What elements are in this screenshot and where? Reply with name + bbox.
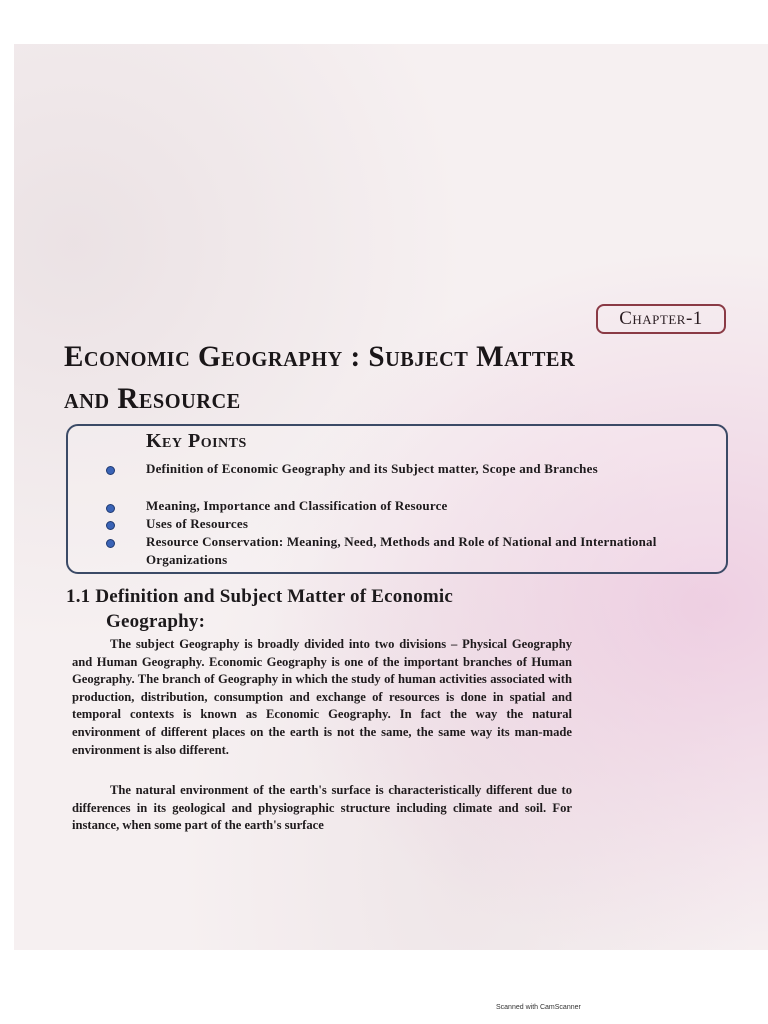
key-points-heading: Key Points xyxy=(146,430,247,452)
scanner-watermark: Scanned with CamScanner xyxy=(496,1004,581,1011)
key-point-item: Meaning, Importance and Classification of Resource xyxy=(146,498,448,513)
chapter-title-line-2: and Resource xyxy=(64,382,241,415)
body-paragraph xyxy=(72,782,572,835)
paragraph-text: The subject Geography is broadly divided into two divisions – Physical Geography and Human Geography. Economic Geography is one of the important branches of Human Geography. The branch of Geography in which the study of human activities associated with production, distribution, consumption and exchange of resources is done in spatial and temporal contexts is known as Economic Geography. In fact the way the natural environment of different places on the earth is not the same, the same way its man-made environment is also different. xyxy=(72,637,572,757)
bullet-icon xyxy=(106,521,115,530)
section-heading xyxy=(66,584,586,634)
key-point-item: Definition of Economic Geography and its Subject matter, Scope and Branches xyxy=(146,461,598,476)
bullet-icon xyxy=(106,466,115,475)
bullet-icon xyxy=(106,539,115,548)
section-number: 1.1 xyxy=(66,586,91,607)
chapter-title-line-1: Economic Geography : Subject Matter xyxy=(64,340,576,373)
bullet-icon xyxy=(106,504,115,513)
paragraph-text: The natural environment of the earth's surface is characteristically different due to differences in its geological and physiographic structure including climate and soil. For instance, when some part of the earth's surface xyxy=(72,783,572,833)
chapter-label: Chapter-1 xyxy=(596,304,726,334)
section-title-line-2: Geography: xyxy=(106,611,206,632)
body-paragraph xyxy=(72,636,572,759)
section-title-line-1: Definition and Subject Matter of Economic xyxy=(95,586,454,607)
key-point-item: Uses of Resources xyxy=(146,516,249,531)
key-point-item: Resource Conservation: Meaning, Need, Methods and Role of National and International Organizations xyxy=(146,534,657,567)
